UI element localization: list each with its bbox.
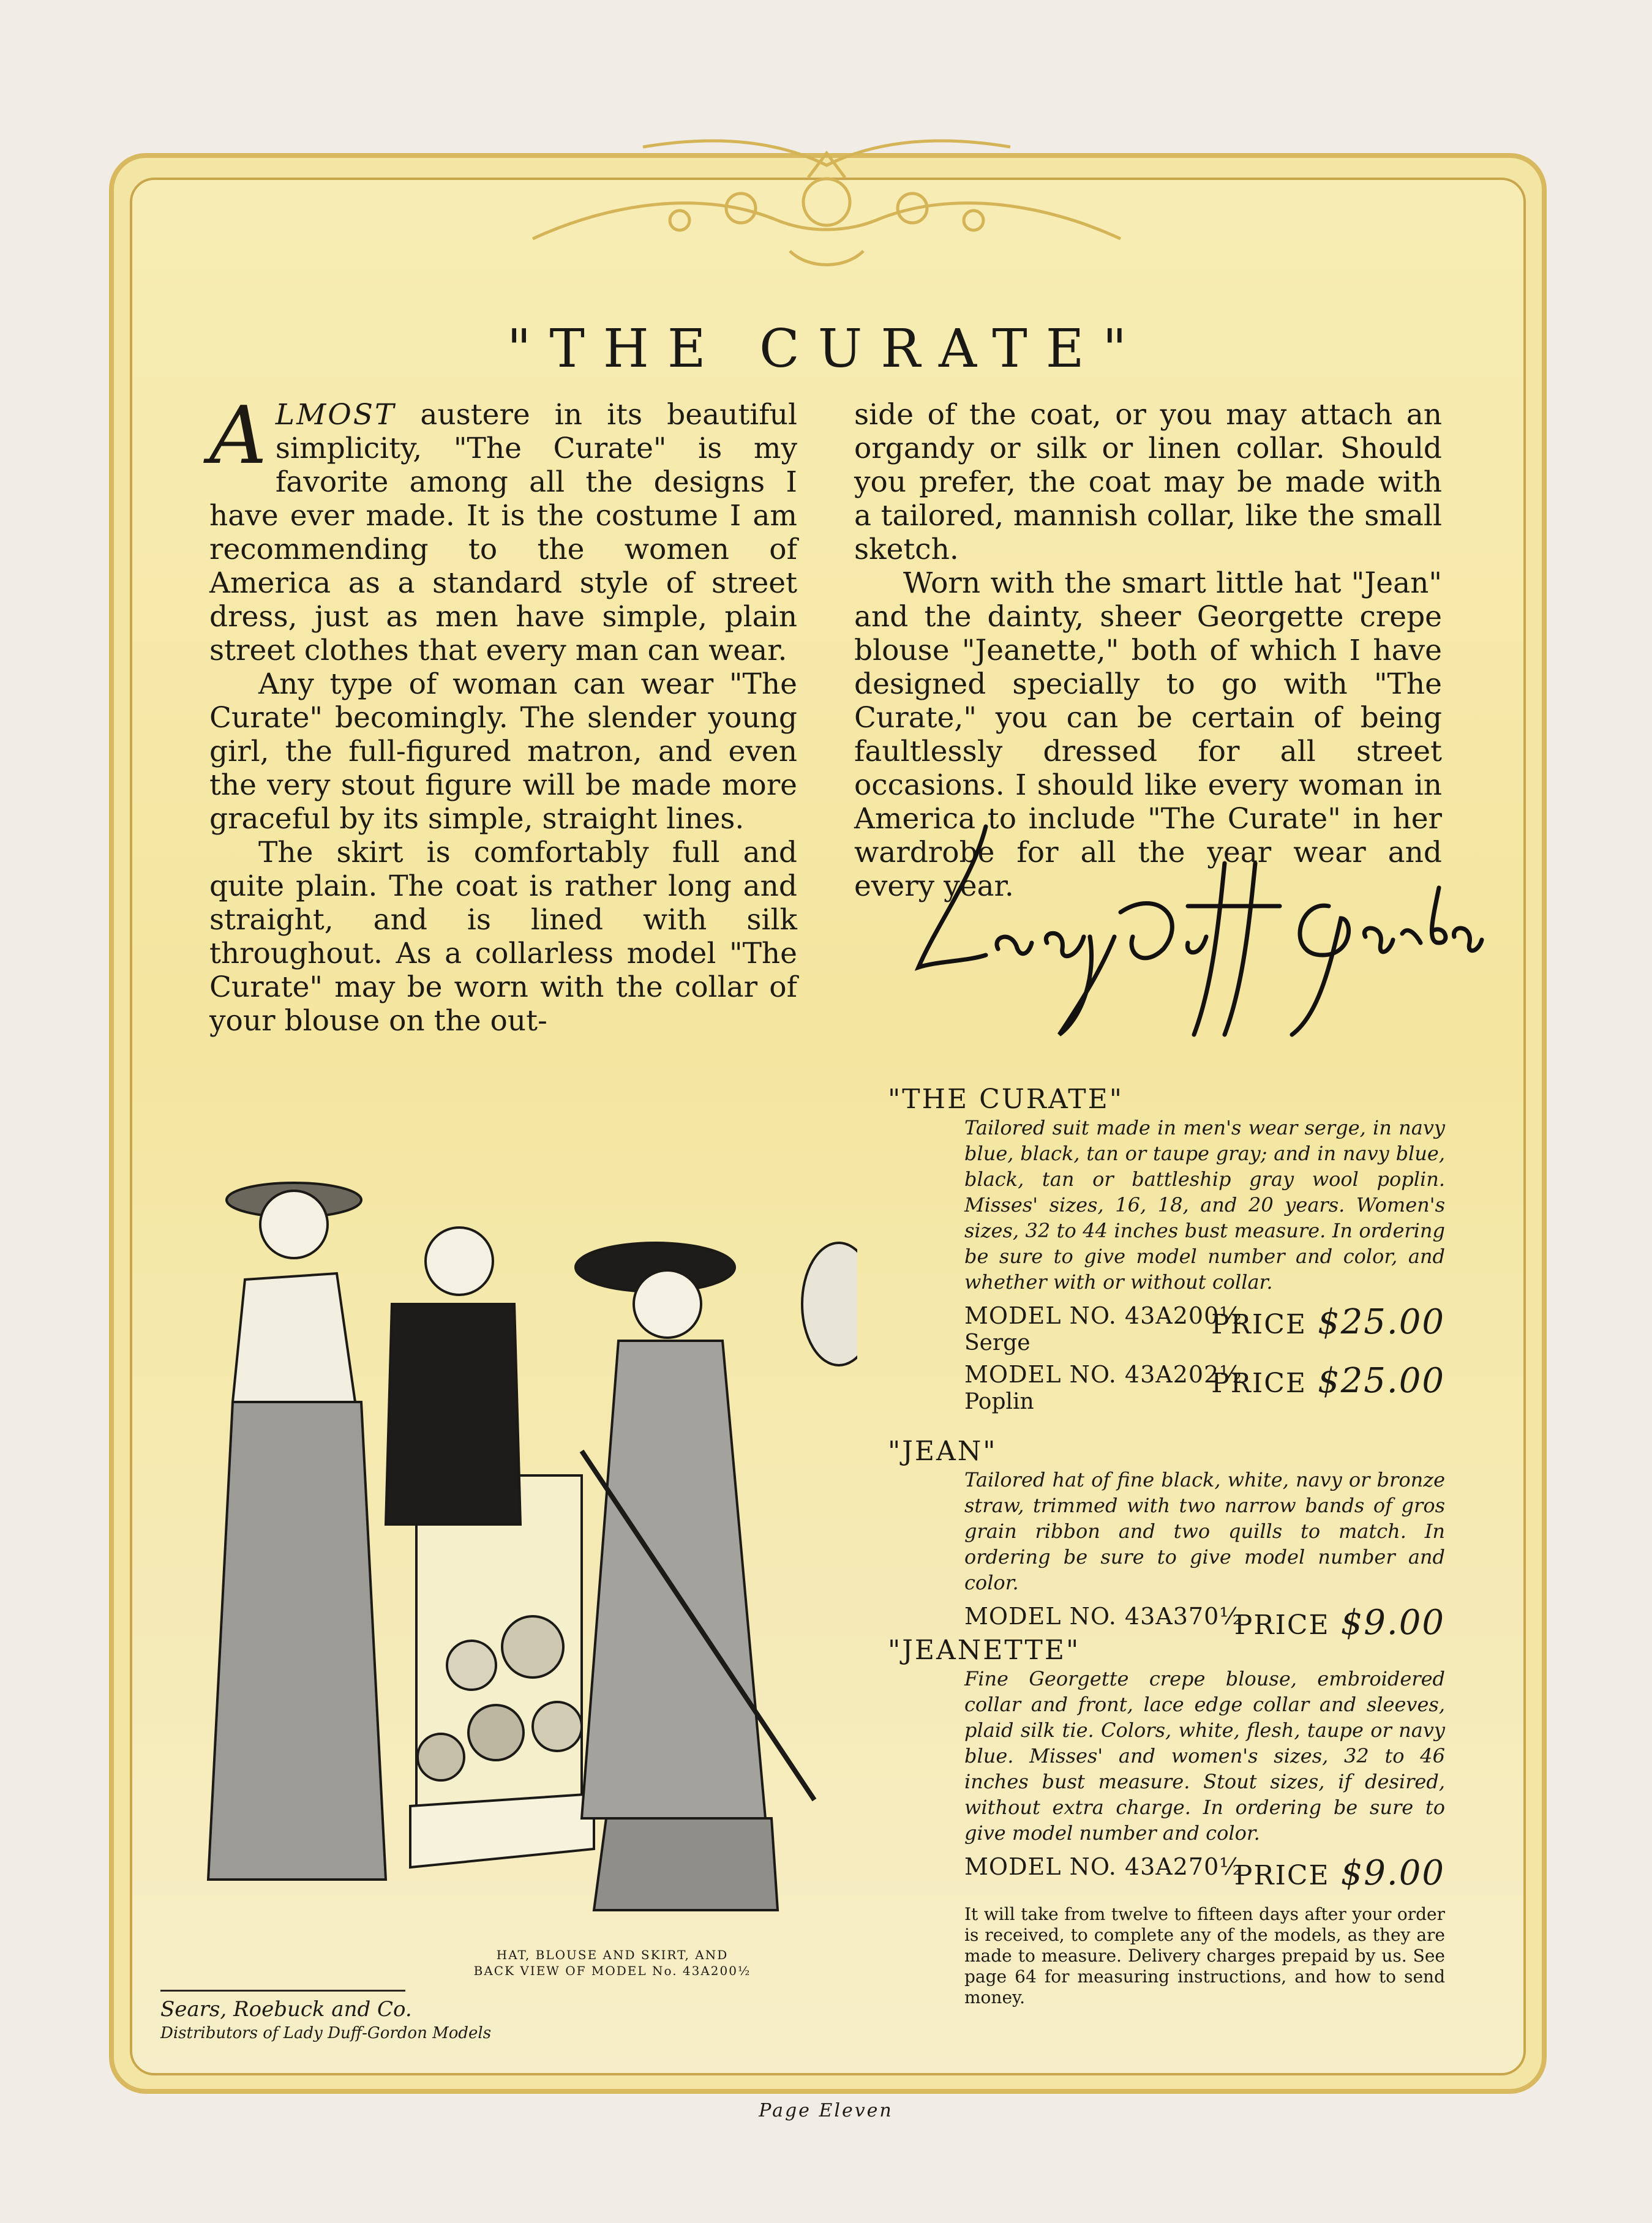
product-name: "JEANETTE" [888, 1635, 1081, 1666]
caption-line: BACK VIEW OF MODEL No. 43A200½ [473, 1963, 751, 1978]
illustration-caption [441, 1947, 784, 1979]
fashion-illustration [153, 1084, 857, 1971]
model-fabric: Poplin [964, 1389, 1034, 1414]
model-fabric: Serge [964, 1330, 1031, 1355]
credit-subtitle: Distributors of Lady Duff-Gordon Models [160, 2024, 492, 2042]
paragraph-text: austere in its beautiful simplicity, "The Curate" is my favorite among all the designs I have ever made. It is the costume I am recommending to the women of America as a standard style of street dress, just as men have simple, plain street clothes that every man can wear. [209, 398, 797, 667]
drop-cap: A [209, 389, 267, 482]
price-label: PRICE [1234, 1610, 1330, 1641]
model-row [964, 1853, 1445, 1893]
signature [900, 814, 1488, 1053]
model-row [964, 1302, 1445, 1361]
price-label: PRICE [1211, 1368, 1307, 1399]
price-amount: $25.00 [1318, 1361, 1445, 1401]
model-number: MODEL NO. 43A202½ [964, 1361, 1243, 1388]
product-jeanette [888, 1635, 1445, 1893]
price-amount: $9.00 [1340, 1603, 1445, 1643]
price [1211, 1361, 1445, 1401]
product-name: "THE CURATE" [888, 1084, 1124, 1115]
model-row [964, 1603, 1445, 1643]
price-amount: $25.00 [1318, 1302, 1445, 1342]
price [1234, 1853, 1445, 1893]
paragraph: The skirt is comfortably full and quite plain. The coat is rather long and straight, and is lined with silk throughout. As a collarless model "The Curate" may be worn with the collar of your blouse on the out- [209, 836, 797, 1038]
paragraph: Worn with the smart little hat "Jean" and the dainty, sheer Georgette crepe blouse "Jeanette," both of which I have designed specially to go with "The Curate," you can be certain of being faultlessly dressed for all street occasions. I should like every woman in America to include "The Curate" in her wardrobe for all the year wear and every year. [854, 566, 1442, 903]
model-number: MODEL NO. 43A270½ [964, 1853, 1243, 1880]
price-amount: $9.00 [1340, 1853, 1445, 1893]
paragraph [209, 389, 797, 667]
paragraph: Any type of woman can wear "The Curate" becomingly. The slender young girl, the full-figured matron, and even the very stout figure will be made more graceful by its simple, straight lines. [209, 667, 797, 836]
product-description: Tailored suit made in men's wear serge, in navy blue, black, tan or taupe gray; and in navy blue, black, tan or battleship gray wool poplin. Misses' sizes, 16, 18, and 20 years. Women's sizes, 32 to 44 inches bust measure. In ordering be sure to give model number and color, and whether with or without collar. [964, 1116, 1445, 1294]
floral-ornament [520, 129, 1133, 288]
credit-rule [160, 1990, 405, 1992]
product-description: Fine Georgette crepe blouse, embroidered collar and front, lace edge collar and sleeves, plaid silk tie. Colors, white, flesh, taupe or navy blue. Misses' and women's sizes, 32 to 46 inches bust measure. Stout sizes, if desired, without extra charge. In ordering be sure to give model number and color. [964, 1667, 1445, 1845]
model-row [964, 1361, 1445, 1420]
body-column-left [209, 389, 797, 1038]
product-description: Tailored hat of fine black, white, navy or bronze straw, trimmed with two narrow bands of gros grain ribbon and two quills to match. In ordering be sure to give model number and color. [964, 1468, 1445, 1594]
page-number: Page Eleven [759, 2100, 893, 2121]
delivery-note: It will take from twelve to fifteen days after your order is received, to complete any of the models, as they are made to measure. Delivery charges prepaid by us. See page 64 for measuring instructions, and how to send money. [964, 1904, 1445, 2007]
price-label: PRICE [1211, 1309, 1307, 1340]
credit-name: Sears, Roebuck and Co. [160, 1997, 412, 2022]
page-title: "THE CURATE" [506, 318, 1146, 380]
price [1211, 1302, 1445, 1342]
product-jean [888, 1436, 1445, 1643]
model-number: MODEL NO. 43A370½ [964, 1603, 1243, 1630]
product-curate [888, 1084, 1445, 1420]
caption-line: HAT, BLOUSE AND SKIRT, AND [496, 1947, 729, 1962]
paragraph: side of the coat, or you may attach an organdy or silk or linen collar. Should you prefer, the coat may be made with a tailored, mannish collar, like the small sketch. [854, 398, 1442, 566]
product-name: "JEAN" [888, 1436, 997, 1467]
model-number: MODEL NO. 43A200½ [964, 1302, 1243, 1329]
price-label: PRICE [1234, 1860, 1330, 1891]
lead-word: LMOST [275, 398, 396, 432]
